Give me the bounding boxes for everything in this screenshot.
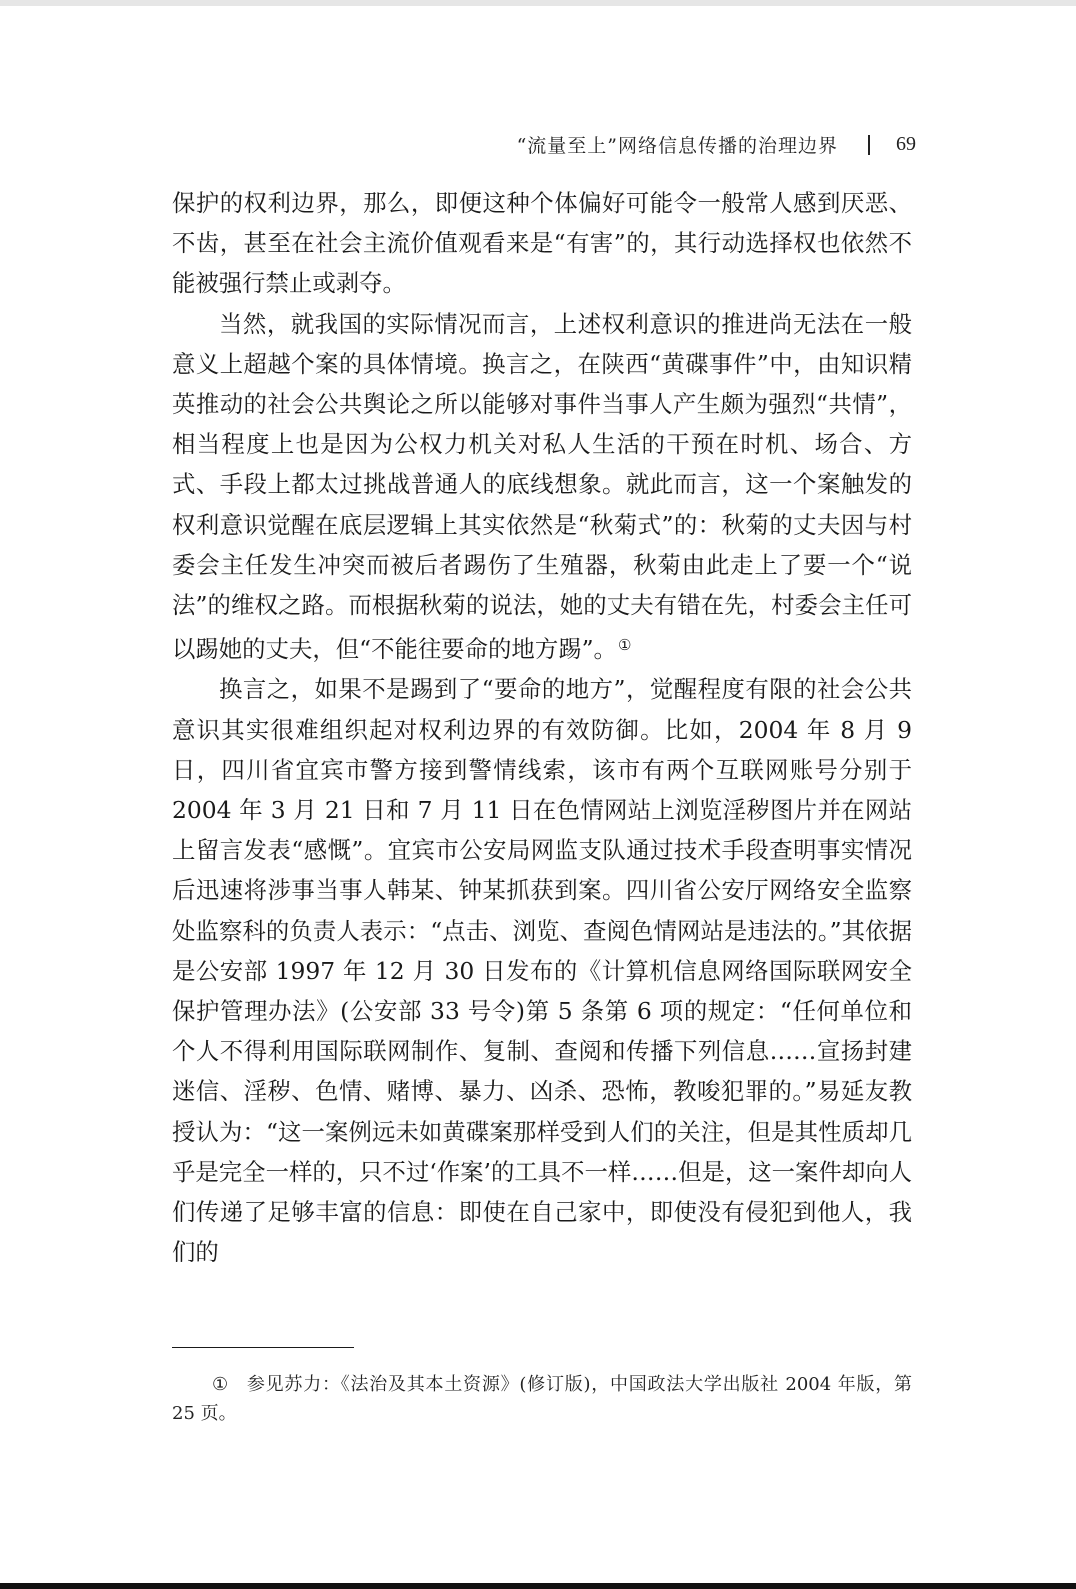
footnote-reference[interactable]: ①: [617, 636, 632, 655]
running-title: “流量至上”网络信息传播的治理边界: [516, 135, 838, 157]
body-text: [172, 183, 912, 1272]
paragraph-continuation: 保护的权利边界，那么，即便这种个体偏好可能令一般常人感到厌恶、不齿，甚至在社会主流价值观看来是“有害”的，其行动选择权也依然不能被强行禁止或剥夺。: [172, 189, 912, 298]
footnote-marker: ①: [212, 1374, 229, 1395]
page-bottom-edge: [0, 1583, 1076, 1589]
paragraph: [172, 304, 912, 670]
paragraph: 换言之，如果不是踢到了“要命的地方”，觉醒程度有限的社会公共意识其实很难组织起对权利边界的有效防御。比如，2004 年 8 月 9 日，四川省宜宾市警方接到警情线索，该市有两个互联网账号分别于 2004 年 3 月 21 日和 7 月 11 日在色情网站上浏览淫秽图片并在网站上留言发表“感慨”。宜宾市公安局网监支队通过技术手段查明事实情况后迅速将涉事当事人韩某、钟某抓获到案。四川省公安厅网络安全监察处监察科的负责人表示：“点击、浏览、查阅色情网站是违法的。”其依据是公安部 1997 年 12 月 30 日发布的《计算机信息网络国际联网安全保护管理办法》(公安部 33 号令)第 5 条第 6 项的规定：“任何单位和个人不得利用国际联网制作、复制、查阅和传播下列信息……宣扬封建迷信、淫秽、色情、赌博、暴力、凶杀、恐怖，教唆犯罪的。”易延友教授认为：“这一案例远未如黄碟案那样受到人们的关注，但是其性质却几乎是完全一样的，只不过‘作案’的工具不一样……但是，这一案件却向人们传递了足够丰富的信息：即使在自己家中，即使没有侵犯到他人，我们的: [172, 675, 912, 1267]
page-top-edge: [0, 0, 1076, 6]
footnote-divider: [172, 1347, 354, 1348]
page-number: 69: [896, 133, 916, 155]
paragraph-text: 当然，就我国的实际情况而言，上述权利意识的推进尚无法在一般意义上超越个案的具体情境。换言之，在陕西“黄碟事件”中，由知识精英推动的社会公共舆论之所以能够对事件当事人产生颇为强烈“共情”，相当程度上也是因为公权力机关对私人生活的干预在时机、场合、方式、手段上都太过挑战普通人的底线想象。就此而言，这一个案触发的权利意识觉醒在底层逻辑上其实依然是“秋菊式”的：秋菊的丈夫因与村委会主任发生冲突而被后者踢伤了生殖器，秋菊由此走上了要一个“说法”的维权之路。而根据秋菊的说法，她的丈夫有错在先，村委会主任可以踢她的丈夫，但“不能往要命的地方踢”。: [172, 309, 912, 664]
header-separator: [868, 135, 870, 155]
running-header: [517, 131, 916, 158]
footnote: [172, 1370, 912, 1428]
footnote-text: 参见苏力：《法治及其本土资源》(修订版)，中国政法大学出版社 2004 年版，第 25 页。: [172, 1374, 912, 1424]
